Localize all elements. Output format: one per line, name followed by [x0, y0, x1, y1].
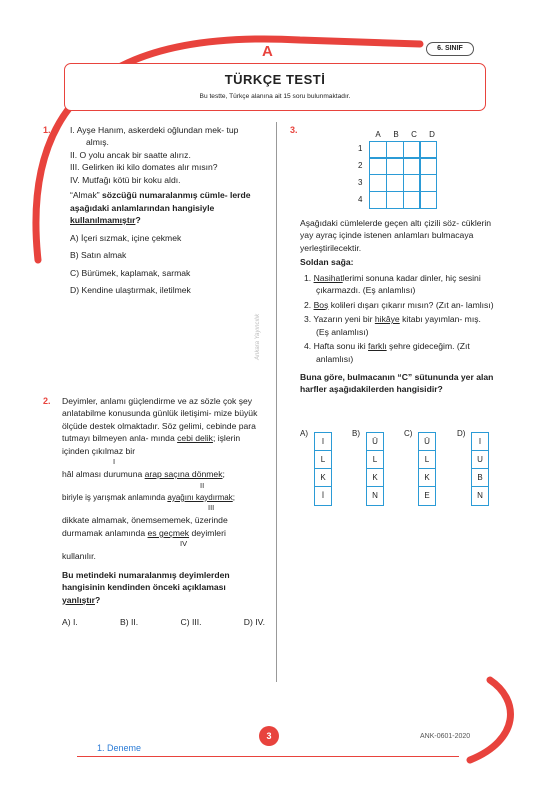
question-3-direction: Soldan sağa: [300, 257, 354, 268]
question-1-choices [70, 232, 260, 297]
clue-number: 4. [304, 341, 312, 352]
grid-cell [386, 141, 404, 159]
grid-cell [419, 174, 437, 192]
option-letter: I [315, 433, 331, 451]
option-box [471, 432, 489, 506]
question-2-passage-1: Deyimler, anlamı güçlendirme ve az sözle çok şey anlatabilme konusunda günlük iletişimi- mize büyük ölçüde destek olmaktadır. Söz gelimi, cebinde para tutmayı bilmeyen anla- mında cebi delik; işlerin içinden çıkılmaz bir [62, 396, 258, 456]
question-1-number: 1. [43, 125, 51, 135]
answer-choice: B) II. [120, 617, 139, 628]
option-letter: I [472, 433, 488, 451]
grid-col-label: D [429, 130, 435, 139]
grid-cell [403, 157, 421, 175]
idiom-3: ayağını kaydırmak [167, 492, 233, 502]
grid-row-label: 4 [358, 194, 363, 204]
clue-number: 1. [304, 272, 312, 283]
grid-cell [369, 141, 387, 159]
grid-col-label: A [375, 130, 381, 139]
question-1-stem [70, 189, 260, 226]
clue-word: Nasihat [313, 272, 343, 283]
grid-cell [403, 174, 421, 192]
option-label: D) [457, 429, 466, 438]
roman-3: III [208, 503, 215, 513]
question-2-passage-4: dikkate almamak, önemsememek, üzerinde durmamak anlamında es geçmek deyimleri [62, 515, 228, 538]
page-subtitle: Bu testte, Türkçe alanına ait 15 soru bulunmaktadır. [199, 92, 351, 100]
question-3-number: 3. [290, 125, 298, 135]
clue-word: farklı [368, 341, 387, 352]
clue-text: kitabı yayımlan- mış. (Eş anlamlısı) [316, 314, 481, 337]
option-letter: L [419, 451, 435, 469]
question-1-item: IV. Mutfağı kötü bir koku aldı. [70, 174, 181, 185]
clue-text: şehre gideceğim. (Zıt anlamlısı) [316, 341, 470, 364]
booklet-code: ANK-0601-2020 [420, 733, 471, 740]
grid-cell [419, 157, 437, 175]
grid-cell [386, 174, 404, 192]
exam-name: 1. Deneme [97, 743, 142, 753]
grid-col-label: C [411, 130, 417, 139]
publisher-watermark: Ankara Yayıncılık [255, 313, 261, 360]
grid-body [358, 141, 441, 208]
column-divider [276, 122, 277, 682]
option-letter: K [315, 469, 331, 487]
option-letter: U [472, 451, 488, 469]
roman-2: II [200, 480, 205, 490]
grid-cell [386, 191, 404, 209]
answer-choice: A) I. [62, 617, 78, 628]
option-box [418, 432, 436, 506]
grid-cell [419, 141, 437, 159]
option-label: C) [404, 429, 413, 438]
footer-rule [77, 756, 459, 757]
answer-choice: D) Kendine ulaştırmak, iletilmek [70, 284, 191, 295]
question-2-passage-3: biriyle iş yarışmak anlamında ayağını kaydırmak; [62, 492, 235, 502]
crossword-grid [358, 129, 441, 208]
idiom-1: cebi delik [177, 433, 213, 444]
question-1-item: III. Gelirken iki kilo domates alır mısın? [70, 162, 218, 173]
answer-choice: C) Bürümek, kaplamak, sarmak [70, 267, 191, 278]
option-letter: E [424, 491, 430, 500]
answer-choice: A) İçeri sızmak, içine çekmek [70, 232, 182, 243]
grid-row-label: 1 [358, 144, 363, 154]
grid-column-headers [369, 129, 441, 141]
question-1-item: II. O yolu ancak bir saatte alırız. [70, 149, 191, 160]
clue-word: hikâye [374, 314, 400, 325]
title-box [64, 63, 486, 111]
grid-cell [403, 191, 421, 209]
stem-quote: “Almak” [70, 190, 100, 201]
stem-negation: kullanılmamıştır [70, 215, 136, 226]
option-letter: N [372, 491, 378, 500]
option-letter-column [314, 432, 332, 506]
clue-text: Hafta sonu iki [313, 341, 369, 352]
roman-4: IV [180, 539, 188, 549]
roman-1: I [113, 457, 116, 467]
question-3-intro: Aşağıdaki cümlelerde geçen altı çizili söz- cüklerin yay ayraç içinde istenen anlamları bulmacaya yerleştirilecektir. [300, 218, 492, 253]
question-1-items [70, 124, 260, 186]
question-3-clue [304, 340, 496, 365]
option-letter-column [471, 432, 489, 506]
stem-negation: yanlıştır [62, 594, 95, 605]
grid-col-label: B [393, 130, 399, 139]
question-3-clues [300, 272, 496, 365]
option-box [366, 432, 384, 506]
option-letter: K [419, 469, 435, 487]
grid-row [358, 141, 441, 158]
stem-text: sözcüğü numaralanmış cümle- lerde aşağıdaki anlamlarından hangisiyle [70, 190, 251, 213]
grid-row [358, 191, 441, 208]
question-2-choices [62, 616, 265, 628]
option-letter: Ü [367, 433, 383, 451]
page-number: 3 [259, 726, 279, 746]
question-3-text [300, 217, 496, 396]
grid-row [358, 174, 441, 191]
option-letter-column [418, 432, 436, 506]
clue-text: Yazarın yeni bir [313, 314, 375, 325]
grid-row-label: 2 [358, 161, 363, 171]
grid-cell [403, 141, 421, 159]
question-2-passage-2: hâl alması durumuna arap saçına dönmek; [62, 469, 225, 480]
option-letter: N [477, 491, 483, 500]
option-letter-column [366, 432, 384, 506]
option-letter: İ [321, 491, 325, 500]
option-label: B) [352, 429, 360, 438]
clue-text: kolileri dışarı çıkarır mısın? (Zıt an- lamlısı) [328, 299, 494, 310]
idiom-4: es geçmek [147, 527, 190, 538]
grid-cell [369, 191, 387, 209]
option-letter: Ü [419, 433, 435, 451]
stem-end: ? [135, 215, 141, 226]
answer-choice: B) Satın almak [70, 250, 127, 261]
question-2 [62, 395, 265, 628]
question-3-stem: Buna göre, bulmacanın “C” sütununda yer alan harfler aşağıdakilerden hangisidir? [300, 371, 494, 395]
clue-number: 3. [304, 314, 312, 325]
question-2-stem: Bu metindeki numaralanmış deyimlerden hangisinin kendinden önceki açıklaması yanlıştır? [62, 569, 230, 605]
grid-cell [386, 157, 404, 175]
idiom-2: arap saçına dönmek [144, 469, 223, 480]
clue-word: Boş [313, 299, 329, 310]
page-title: TÜRKÇE TESTİ [224, 72, 326, 87]
option-box [314, 432, 332, 506]
option-letter: B [472, 469, 488, 487]
grid-row-label: 3 [358, 177, 363, 187]
clue-text: lerimi sonuna kadar dinler, hiç sesini çıkarmazdı. (Eş anlamlısı) [316, 272, 481, 296]
booklet-letter: A [262, 43, 273, 60]
answer-choice: D) IV. [243, 617, 265, 628]
grid-cell [369, 174, 387, 192]
option-label: A) [300, 429, 308, 438]
question-1 [70, 124, 260, 296]
question-3-clue [304, 272, 496, 297]
option-letter: K [367, 469, 383, 487]
grid-row [358, 157, 441, 174]
clue-number: 2. [304, 299, 312, 310]
class-badge: 6. SINIF [426, 42, 474, 56]
question-2-passage-5: kullanılır. [62, 551, 96, 562]
grid-cell [419, 191, 437, 209]
grid-cell [369, 157, 387, 175]
question-2-number: 2. [43, 396, 51, 406]
answer-choice: C) III. [180, 617, 202, 628]
option-letter: L [367, 451, 383, 469]
question-1-item: I. Ayşe Hanım, askerdeki oğlundan mek- tup almış. [70, 125, 239, 148]
option-letter: L [315, 451, 331, 469]
question-3-clue [304, 313, 496, 338]
question-3-clue [304, 299, 496, 311]
